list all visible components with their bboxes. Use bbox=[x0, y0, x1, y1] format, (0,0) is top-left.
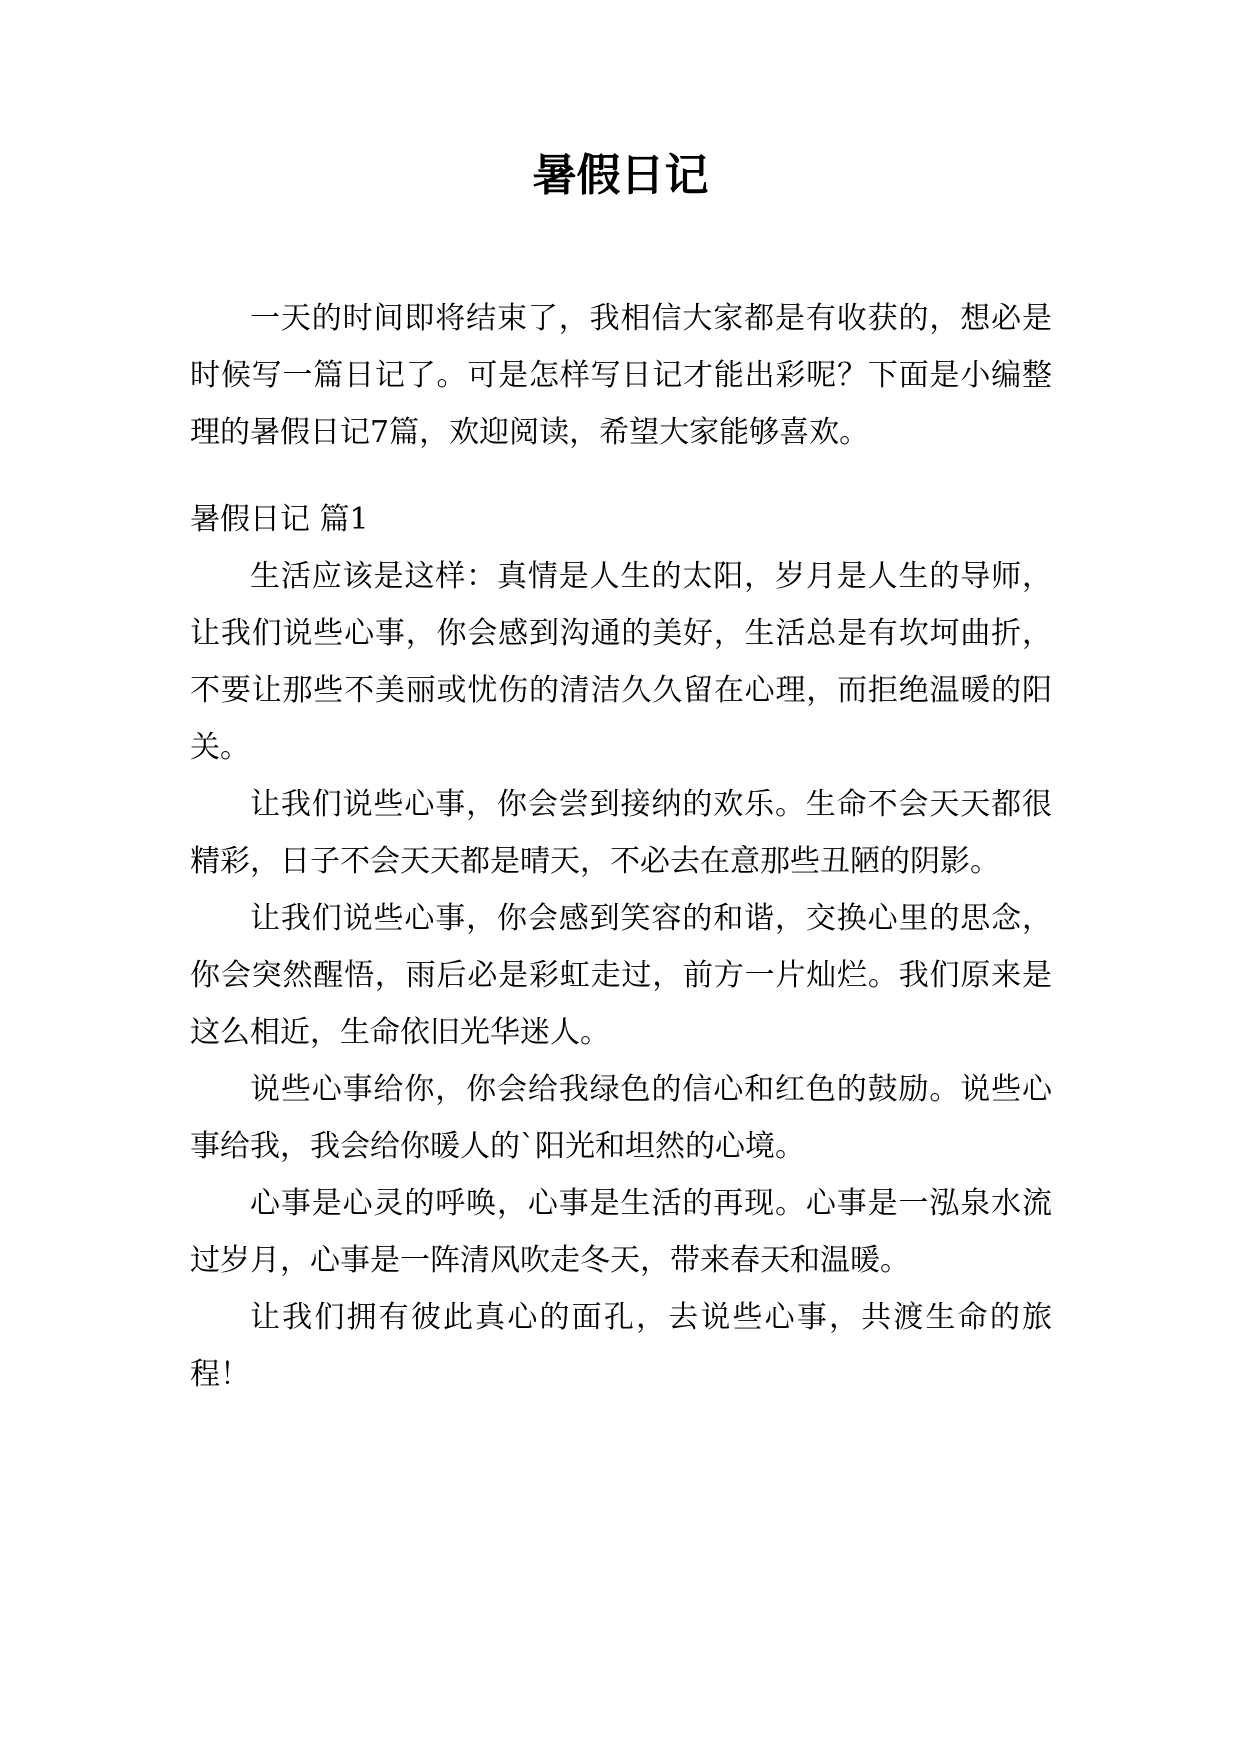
body-paragraph-6: 让我们拥有彼此真心的面孔，去说些心事，共渡生命的旅程！ bbox=[190, 1300, 1052, 1392]
section-heading: 暑假日记 篇1 bbox=[190, 502, 369, 537]
document-title: 暑假日记 bbox=[532, 150, 709, 201]
body-paragraph-1: 生活应该是这样：真情是人生的太阳，岁月是人生的导师，让我们说些心事，你会感到沟通的美好，生活总是有坎坷曲折，不要让那些不美丽或忧伤的清洁久久留在心理，而拒绝温暖的阳关。 bbox=[190, 559, 1052, 765]
document-body bbox=[190, 290, 1052, 1403]
body-paragraph-3: 让我们说些心事，你会感到笑容的和谐，交换心里的思念，你会突然醒悟，雨后必是彩虹走过，前方一片灿烂。我们原来是这么相近，生命依旧光华迷人。 bbox=[190, 901, 1052, 1050]
body-paragraph-2: 让我们说些心事，你会尝到接纳的欢乐。生命不会天天都很精彩，日子不会天天都是晴天，不必去在意那些丑陋的阴影。 bbox=[190, 787, 1052, 879]
body-paragraph-5: 心事是心灵的呼唤，心事是生活的再现。心事是一泓泉水流过岁月，心事是一阵清风吹走冬天，带来春天和温暖。 bbox=[190, 1186, 1052, 1278]
body-paragraph-4: 说些心事给你，你会给我绿色的信心和红色的鼓励。说些心事给我，我会给你暖人的`阳光和坦然的心境。 bbox=[190, 1072, 1052, 1164]
intro-paragraph: 一天的时间即将结束了，我相信大家都是有收获的，想必是时候写一篇日记了。可是怎样写日记才能出彩呢？下面是小编整理的暑假日记7篇，欢迎阅读，希望大家能够喜欢。 bbox=[190, 301, 1052, 450]
